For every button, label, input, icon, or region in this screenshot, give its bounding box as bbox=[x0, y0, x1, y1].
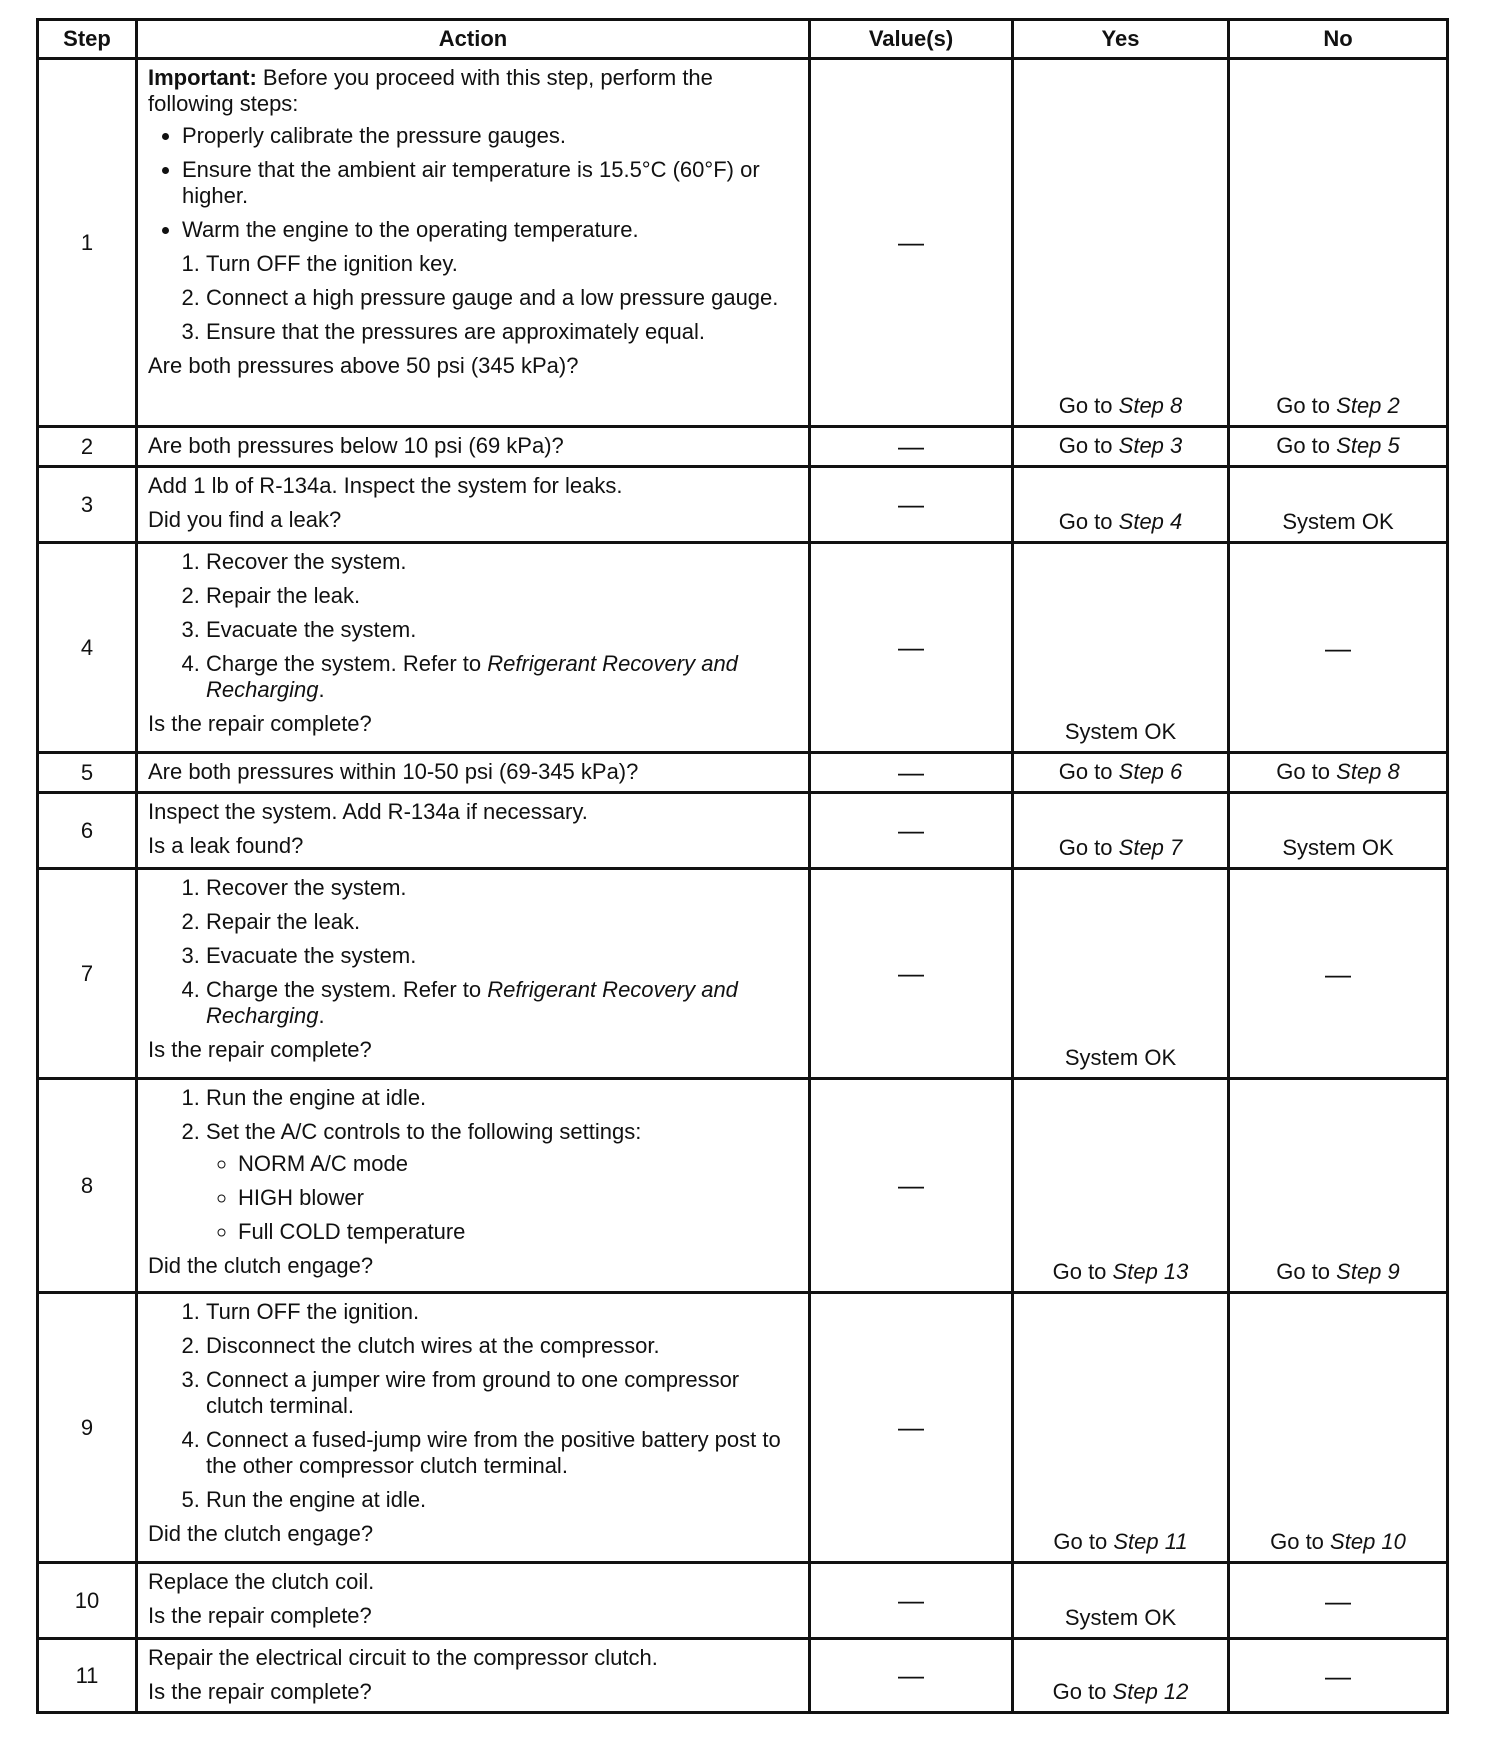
header-action: Action bbox=[137, 20, 810, 59]
table-row bbox=[38, 467, 1448, 543]
prep-bullets bbox=[148, 123, 798, 243]
yes-cell bbox=[1013, 59, 1229, 427]
instruction: Repair the electrical circuit to the compressor clutch. bbox=[148, 1645, 658, 1670]
instruction: Inspect the system. Add R-134a if necessary. bbox=[148, 799, 588, 824]
instruction: Add 1 lb of R-134a. Inspect the system for leaks. bbox=[148, 473, 623, 498]
value-cell: — bbox=[810, 869, 1013, 1079]
table-row bbox=[38, 793, 1448, 869]
question: Are both pressures within 10-50 psi (69-345 kPa)? bbox=[148, 759, 639, 785]
yes-cell bbox=[1013, 793, 1229, 869]
question: Did the clutch engage? bbox=[148, 1520, 374, 1546]
yes-cell: System OK bbox=[1013, 543, 1229, 753]
no-cell: — bbox=[1229, 1639, 1448, 1713]
list-item: 2. Repair the leak. bbox=[206, 583, 798, 609]
value-cell: — bbox=[810, 467, 1013, 543]
action-cell bbox=[137, 543, 810, 753]
settings-bullets bbox=[206, 1151, 798, 1245]
step-number: 10 bbox=[38, 1563, 137, 1639]
list-item: 3. Ensure that the pressures are approximately equal. bbox=[206, 319, 798, 345]
action-cell bbox=[137, 869, 810, 1079]
action-cell bbox=[137, 1563, 810, 1639]
step-number: 5 bbox=[38, 753, 137, 793]
table-row bbox=[38, 1079, 1448, 1293]
reference-link[interactable]: Refrigerant Recovery and Recharging bbox=[206, 650, 738, 702]
numbered-steps bbox=[148, 549, 798, 703]
reference-link[interactable]: Refrigerant Recovery and Recharging bbox=[206, 976, 738, 1028]
question: Is the repair complete? bbox=[148, 710, 372, 736]
goto-label: Go to bbox=[1058, 509, 1113, 535]
list-item: 1. Turn OFF the ignition key. bbox=[206, 251, 798, 277]
list-item: 1. Turn OFF the ignition. bbox=[206, 1299, 798, 1325]
question: Are both pressures below 10 psi (69 kPa)? bbox=[148, 433, 564, 459]
action-cell bbox=[137, 467, 810, 543]
list-item: ◦ NORM A/C mode bbox=[238, 1151, 798, 1177]
step-link[interactable]: Step 8 bbox=[1118, 393, 1183, 419]
step-link[interactable]: Step 8 bbox=[1336, 759, 1400, 785]
no-cell bbox=[1229, 1079, 1448, 1293]
numbered-steps bbox=[148, 1085, 798, 1245]
no-cell bbox=[1229, 427, 1448, 467]
goto-label: Go to bbox=[1058, 759, 1113, 785]
action-cell bbox=[137, 1079, 810, 1293]
refer-text: Charge the system. Refer to bbox=[206, 976, 488, 1002]
list-item: 5. Run the engine at idle. bbox=[206, 1487, 798, 1513]
list-item-text: Set the A/C controls to the following settings: bbox=[206, 1118, 642, 1144]
yes-cell: System OK bbox=[1013, 1563, 1229, 1639]
no-cell bbox=[1229, 1293, 1448, 1563]
goto-label: Go to bbox=[1052, 1679, 1107, 1705]
yes-cell bbox=[1013, 467, 1229, 543]
step-link[interactable]: Step 7 bbox=[1118, 835, 1183, 861]
step-link[interactable]: Step 12 bbox=[1112, 1679, 1189, 1705]
step-link[interactable]: Step 9 bbox=[1336, 1259, 1400, 1285]
step-link[interactable]: Step 11 bbox=[1113, 1529, 1188, 1555]
goto-label: Go to bbox=[1058, 393, 1113, 419]
list-item: 4. Charge the system. Refer to Refrigerant Recovery and Recharging. bbox=[206, 651, 798, 703]
value-cell: — bbox=[810, 1293, 1013, 1563]
header-step: Step bbox=[38, 20, 137, 59]
goto-label: Go to bbox=[1058, 835, 1113, 861]
step-number: 3 bbox=[38, 467, 137, 543]
action-cell bbox=[137, 1293, 810, 1563]
header-row bbox=[38, 20, 1448, 59]
goto-label: Go to bbox=[1058, 433, 1113, 459]
yes-cell bbox=[1013, 1639, 1229, 1713]
list-item: • Properly calibrate the pressure gauges. bbox=[182, 123, 798, 149]
yes-cell bbox=[1013, 1079, 1229, 1293]
step-link[interactable]: Step 13 bbox=[1112, 1259, 1189, 1285]
step-link[interactable]: Step 10 bbox=[1330, 1529, 1406, 1555]
important-label: Important: bbox=[148, 65, 257, 90]
no-cell: System OK bbox=[1229, 467, 1448, 543]
step-number: 7 bbox=[38, 869, 137, 1079]
goto-label: Go to bbox=[1276, 433, 1331, 459]
list-item: 2. Repair the leak. bbox=[206, 909, 798, 935]
table-row bbox=[38, 869, 1448, 1079]
action-cell bbox=[137, 793, 810, 869]
action-cell bbox=[137, 59, 810, 427]
goto-label: Go to bbox=[1276, 393, 1331, 419]
yes-cell bbox=[1013, 427, 1229, 467]
list-item: 1. Recover the system. bbox=[206, 549, 798, 575]
step-link[interactable]: Step 6 bbox=[1118, 759, 1183, 785]
step-number: 8 bbox=[38, 1079, 137, 1293]
list-item: 3. Evacuate the system. bbox=[206, 617, 798, 643]
instruction: Replace the clutch coil. bbox=[148, 1569, 375, 1594]
yes-cell bbox=[1013, 753, 1229, 793]
header-values: Value(s) bbox=[810, 20, 1013, 59]
step-number: 6 bbox=[38, 793, 137, 869]
important-text: Before you proceed with this step, perform the following steps: bbox=[148, 65, 713, 116]
goto-label: Go to bbox=[1276, 759, 1331, 785]
list-item: 1. Recover the system. bbox=[206, 875, 798, 901]
step-link[interactable]: Step 3 bbox=[1118, 433, 1183, 459]
list-item: • Ensure that the ambient air temperature is 15.5°C (60°F) or higher. bbox=[182, 157, 798, 209]
table-row bbox=[38, 427, 1448, 467]
step-link[interactable]: Step 4 bbox=[1118, 509, 1183, 535]
no-cell: System OK bbox=[1229, 793, 1448, 869]
step-link[interactable]: Step 5 bbox=[1336, 433, 1400, 459]
question: Is the repair complete? bbox=[148, 1602, 372, 1628]
goto-label: Go to bbox=[1052, 1259, 1107, 1285]
question: Did the clutch engage? bbox=[148, 1252, 374, 1278]
table-row bbox=[38, 59, 1448, 427]
table-row bbox=[38, 753, 1448, 793]
value-cell: — bbox=[810, 59, 1013, 427]
list-item: 4. Connect a fused-jump wire from the positive battery post to the other compressor clutch terminal. bbox=[206, 1427, 798, 1479]
step-number: 1 bbox=[38, 59, 137, 427]
numbered-steps bbox=[148, 1299, 798, 1513]
no-cell: — bbox=[1229, 1563, 1448, 1639]
goto-label: Go to bbox=[1270, 1529, 1324, 1555]
no-cell bbox=[1229, 59, 1448, 427]
list-item: 2. Disconnect the clutch wires at the compressor. bbox=[206, 1333, 798, 1359]
value-cell: — bbox=[810, 1563, 1013, 1639]
value-cell: — bbox=[810, 1639, 1013, 1713]
goto-label: Go to bbox=[1276, 1259, 1331, 1285]
important-note bbox=[148, 65, 798, 117]
action-cell bbox=[137, 753, 810, 793]
table-row bbox=[38, 1639, 1448, 1713]
yes-cell bbox=[1013, 1293, 1229, 1563]
header-yes: Yes bbox=[1013, 20, 1229, 59]
yes-cell: System OK bbox=[1013, 869, 1229, 1079]
table-row bbox=[38, 543, 1448, 753]
list-item bbox=[206, 1119, 798, 1245]
value-cell: — bbox=[810, 1079, 1013, 1293]
value-cell: — bbox=[810, 427, 1013, 467]
question: Is the repair complete? bbox=[148, 1678, 372, 1704]
question: Is the repair complete? bbox=[148, 1036, 372, 1062]
list-item: ◦ Full COLD temperature bbox=[238, 1219, 798, 1245]
question: Are both pressures above 50 psi (345 kPa)? bbox=[148, 352, 579, 378]
action-cell bbox=[137, 427, 810, 467]
list-item: 4. Charge the system. Refer to Refrigerant Recovery and Recharging. bbox=[206, 977, 798, 1029]
step-number: 9 bbox=[38, 1293, 137, 1563]
step-number: 4 bbox=[38, 543, 137, 753]
list-item: 3. Connect a jumper wire from ground to one compressor clutch terminal. bbox=[206, 1367, 798, 1419]
question: Is a leak found? bbox=[148, 832, 304, 858]
step-link[interactable]: Step 2 bbox=[1336, 393, 1400, 419]
list-item: 3. Evacuate the system. bbox=[206, 943, 798, 969]
list-item: • Warm the engine to the operating temperature. bbox=[182, 217, 798, 243]
value-cell: — bbox=[810, 793, 1013, 869]
header-no: No bbox=[1229, 20, 1448, 59]
value-cell: — bbox=[810, 753, 1013, 793]
action-cell bbox=[137, 1639, 810, 1713]
diagnostic-table bbox=[36, 18, 1449, 1714]
refer-text: Charge the system. Refer to bbox=[206, 650, 488, 676]
value-cell: — bbox=[810, 543, 1013, 753]
table-row bbox=[38, 1563, 1448, 1639]
numbered-steps bbox=[148, 875, 798, 1029]
question: Did you find a leak? bbox=[148, 506, 342, 532]
no-cell bbox=[1229, 753, 1448, 793]
step-number: 2 bbox=[38, 427, 137, 467]
no-cell: — bbox=[1229, 869, 1448, 1079]
list-item: ◦ HIGH blower bbox=[238, 1185, 798, 1211]
list-item: 1. Run the engine at idle. bbox=[206, 1085, 798, 1111]
step-number: 11 bbox=[38, 1639, 137, 1713]
table-row bbox=[38, 1293, 1448, 1563]
no-cell: — bbox=[1229, 543, 1448, 753]
list-item: 2. Connect a high pressure gauge and a low pressure gauge. bbox=[206, 285, 798, 311]
numbered-steps bbox=[148, 251, 798, 345]
goto-label: Go to bbox=[1053, 1529, 1108, 1555]
